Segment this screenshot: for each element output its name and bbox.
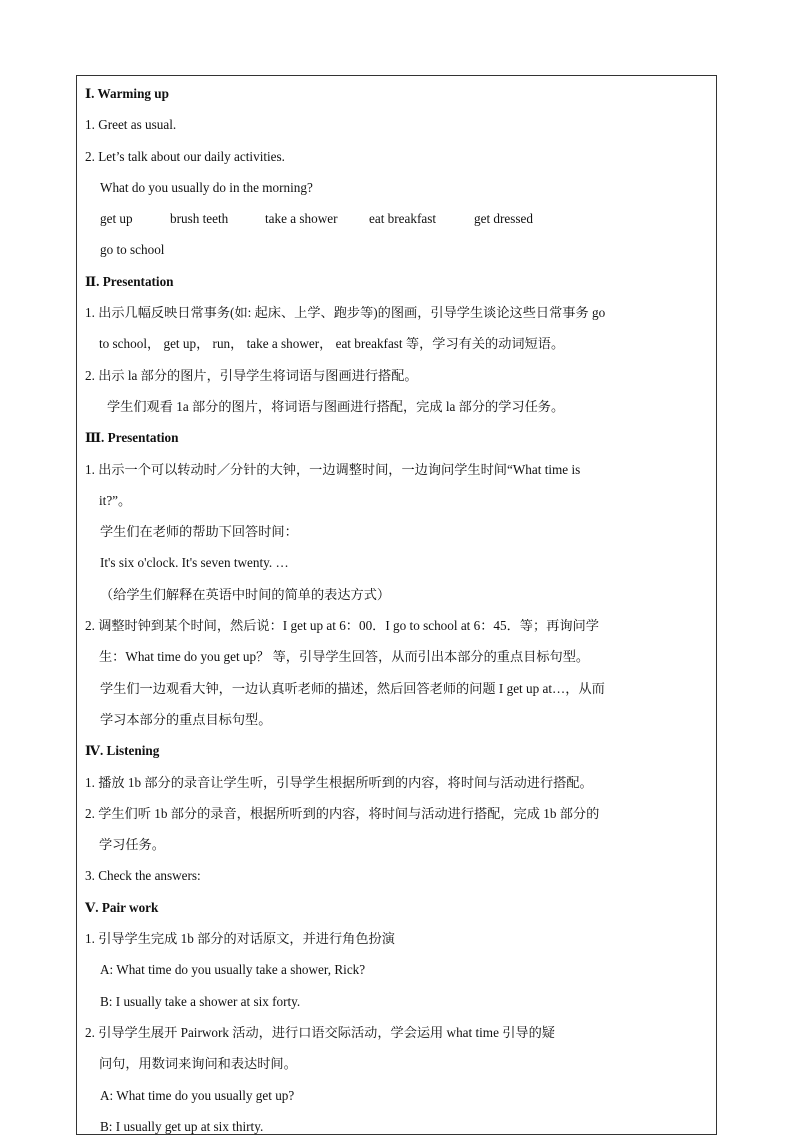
text-line: B: I usually take a shower at six forty.	[100, 993, 301, 1009]
text-line: 1. 出示几幅反映日常事务(如: 起床、上学、跑步等)的图画，引导学生谈论这些日常事务 go	[85, 305, 606, 321]
text-line: go to school	[100, 242, 165, 258]
text-line: 2. 引导学生展开 Pairwork 活动，进行口语交际活动，学会运用 what time 引导的疑	[85, 1024, 555, 1040]
text-line: 学生们在老师的帮助下回答时间：	[100, 524, 298, 540]
lesson-plan-content	[85, 78, 713, 1142]
text-line: It's six o'clock. It's seven twenty. …	[100, 555, 289, 571]
text-line: 2. 学生们听 1b 部分的录音，根据所听到的内容，将时间与活动进行搭配，完成 1b 部分的	[85, 805, 600, 821]
section-heading-presentation: Ⅱ. Presentation	[85, 273, 174, 289]
text-line: to school， get up， run， take a shower， eat breakfast 等，学习有关的动词短语。	[99, 336, 565, 352]
text-line: 1. Greet as usual.	[85, 117, 177, 133]
text-line: What do you usually do in the morning?	[100, 179, 313, 195]
section-heading-warming-up: Ⅰ. Warming up	[85, 86, 169, 101]
phrase-item: get up	[100, 211, 133, 227]
section-heading-presentation-2: Ⅲ. Presentation	[85, 430, 179, 446]
phrase-item: eat breakfast	[369, 211, 436, 227]
phrase-item: take a shower	[265, 211, 338, 227]
text-line: it?”。	[99, 492, 132, 508]
text-line: 学习本部分的重点目标句型。	[100, 711, 272, 727]
text-line: A: What time do you usually get up?	[100, 1087, 295, 1103]
text-line: 1. 引导学生完成 1b 部分的对话原文，并进行角色扮演	[85, 931, 395, 947]
text-line: 学生们一边观看大钟，一边认真听老师的描述，然后回答老师的问题 I get up at…，从而	[100, 680, 605, 696]
section-heading-pair-work: Ⅴ. Pair work	[85, 899, 159, 915]
text-line: （给学生们解释在英语中时间的简单的表达方式）	[100, 586, 391, 602]
text-line: B: I usually get up at six thirty.	[100, 1118, 264, 1134]
text-line: 2. 调整时钟到某个时间，然后说：I get up at 6：00．I go to school at 6：45．等；再询问学	[85, 618, 599, 634]
text-line: 学习任务。	[99, 837, 165, 853]
text-line: 2. 出示 la 部分的图片，引导学生将词语与图画进行搭配。	[85, 367, 418, 383]
text-line: 3. Check the answers:	[85, 868, 201, 884]
phrase-list	[85, 203, 713, 234]
text-line: 生：What time do you get up？ 等，引导学生回答，从而引出本部分的重点目标句型。	[99, 649, 590, 665]
text-line: 1. 出示一个可以转动时／分针的大钟，一边调整时间，一边询问学生时间“What time is	[85, 461, 581, 477]
phrase-item: get dressed	[474, 211, 533, 227]
text-line: A: What time do you usually take a shower, Rick?	[100, 962, 366, 978]
text-line: 学生们观看 1a 部分的图片，将词语与图画进行搭配，完成 la 部分的学习任务。	[107, 398, 565, 414]
section-heading-listening: Ⅳ. Listening	[85, 743, 160, 759]
text-line: 1. 播放 1b 部分的录音让学生听，引导学生根据所听到的内容，将时间与活动进行搭配。	[85, 774, 593, 790]
text-line: 2. Let’s talk about our daily activities.	[85, 148, 285, 164]
text-line: 问句，用数词来询问和表达时间。	[99, 1056, 297, 1072]
phrase-item: brush teeth	[170, 211, 229, 227]
